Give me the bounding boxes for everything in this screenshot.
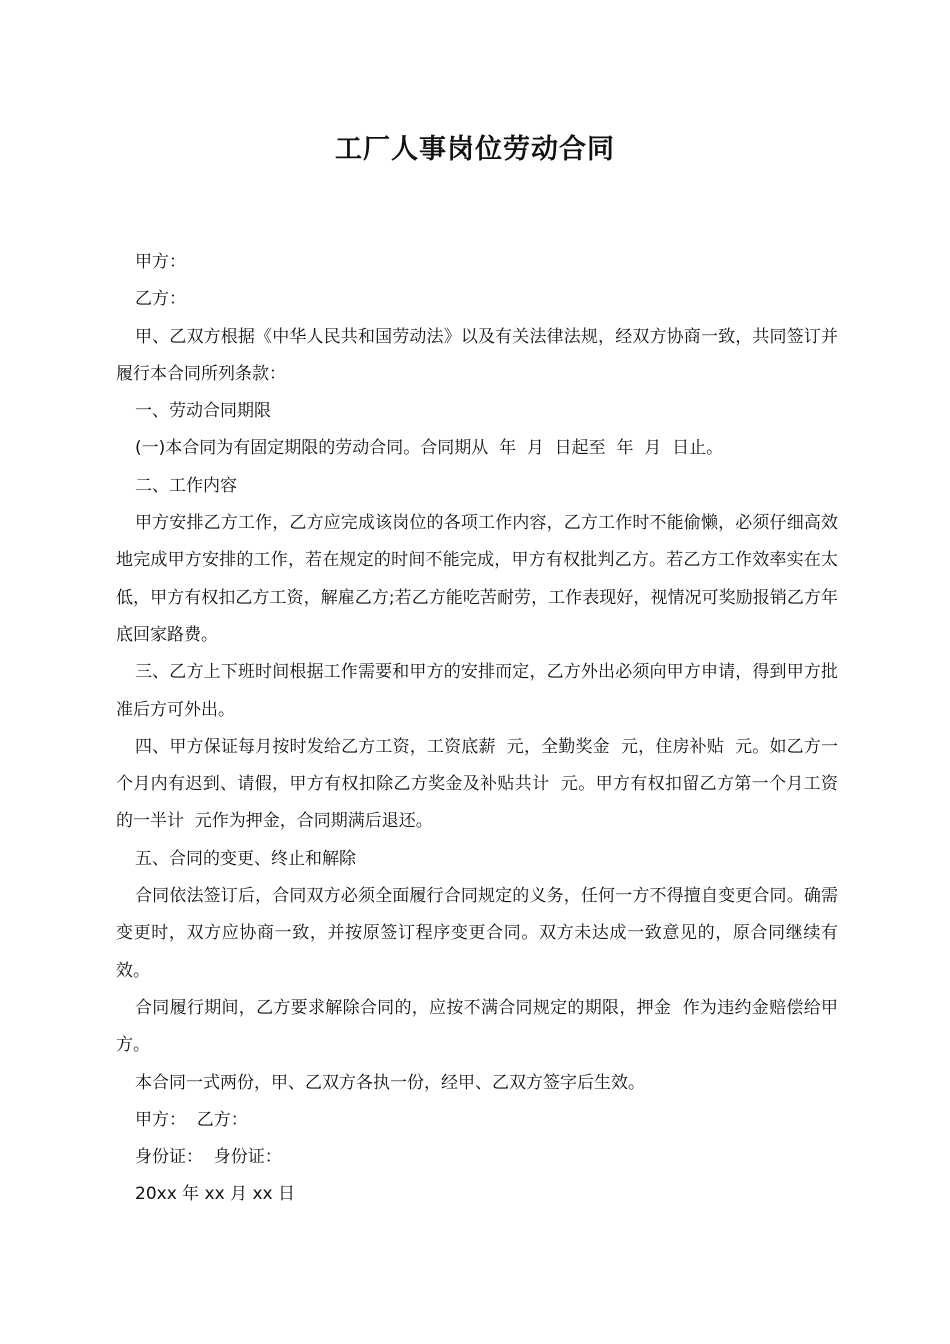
- copies-paragraph: 本合同一式两份，甲、乙双方各执一份，经甲、乙双方签字后生效。: [135, 1072, 645, 1093]
- preamble-paragraph: 甲、乙双方根据《中华人民共和国劳动法》以及有关法律法规，经双方协商一致，共同签订并履行本合同所列条款：: [116, 326, 838, 384]
- section-heading-term: 一、劳动合同期限: [135, 401, 271, 422]
- salary-paragraph: 四、甲方保证每月按时发给乙方工资，工资底薪 元，全勤奖金 元，住房补贴 元。如乙方一个月内有迟到、请假，甲方有权扣除乙方奖金及补贴共计 元。甲方有权扣留乙方第一个月工资的一半计 元作为押金，合同期满后退还。: [116, 736, 838, 832]
- working-hours-paragraph: 三、乙方上下班时间根据工作需要和甲方的安排而定，乙方外出必须向甲方申请，得到甲方批准后方可外出。: [116, 662, 838, 720]
- date-line: 20xx 年 xx 月 xx 日: [135, 1184, 296, 1205]
- section-heading-work: 二、工作内容: [135, 475, 237, 496]
- term-clause: (一)本合同为有固定期限的劳动合同。合同期从 年 月 日起至 年 月 日止。: [135, 438, 724, 459]
- termination-paragraph: 合同履行期间，乙方要求解除合同的，应按不满合同规定的期限，押金 作为违约金赔偿给甲方。: [116, 997, 838, 1056]
- change-paragraph: 合同依法签订后，合同双方必须全面履行合同规定的义务，任何一方不得擅自变更合同。确需变更时，双方应协商一致，并按原签订程序变更合同。双方未达成一致意见的，原合同继续有效。: [116, 886, 838, 981]
- document-body: [116, 244, 838, 1214]
- signature-parties-line: 甲方： 乙方：: [135, 1109, 248, 1130]
- section-heading-change: 五、合同的变更、终止和解除: [135, 848, 356, 869]
- id-card-line: 身份证： 身份证：: [135, 1147, 282, 1168]
- party-b-line: 乙方：: [135, 289, 186, 310]
- party-a-line: 甲方：: [135, 252, 186, 272]
- document-title: 工厂人事岗位劳动合同: [335, 134, 615, 165]
- work-content-paragraph: 甲方安排乙方工作，乙方应完成该岗位的各项工作内容，乙方工作时不能偷懒，必须仔细高效地完成甲方安排的工作，若在规定的时间不能完成，甲方有权批判乙方。若乙方工作效率实在太低，甲方有权扣乙方工资，解雇乙方;若乙方能吃苦耐劳，工作表现好，视情况可奖励报销乙方年底回家路费。: [116, 513, 838, 645]
